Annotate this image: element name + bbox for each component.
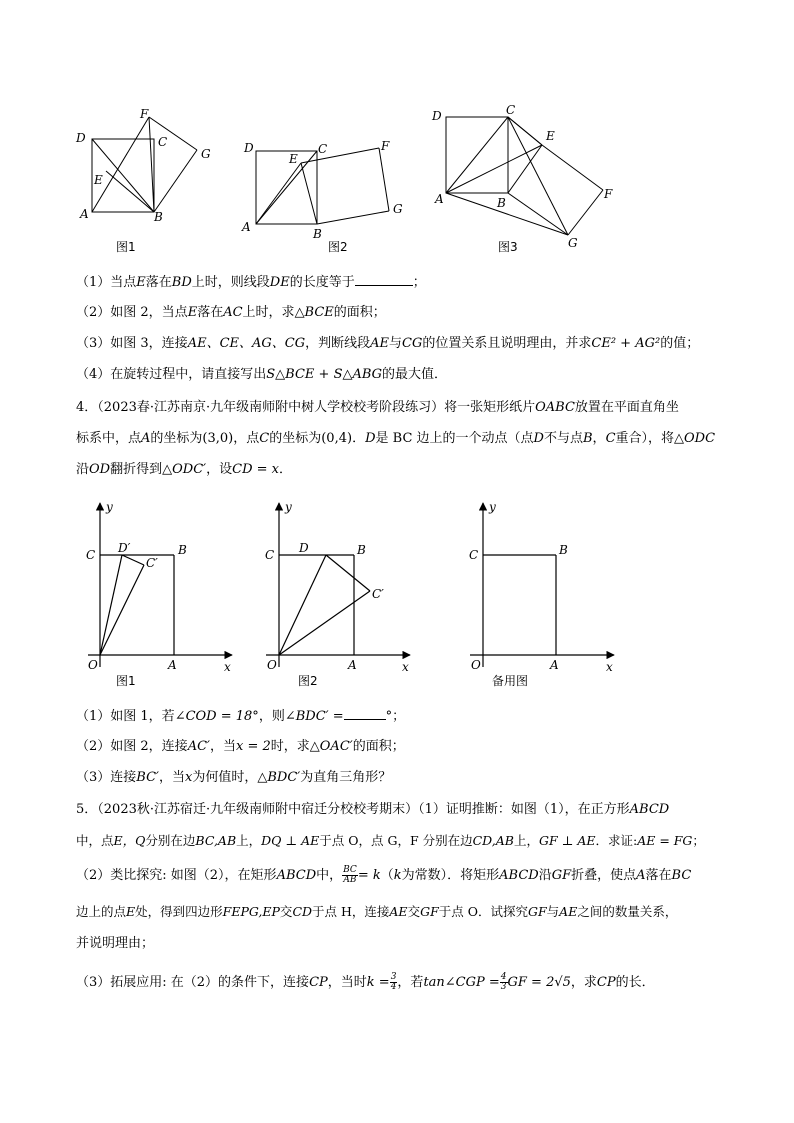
q4f1-O: O xyxy=(88,658,98,672)
q4-fig1-caption: 图1 xyxy=(116,674,136,688)
q4-figure-1-labels xyxy=(86,500,231,688)
q3-figure-2 xyxy=(256,148,389,224)
fig3-caption: 图3 xyxy=(498,240,518,254)
fraction-three-quarters: $\frac{3}{4}$ xyxy=(390,972,397,992)
fraction-bc-ab: $\frac{BC}{AB}$ xyxy=(343,865,357,885)
q4f2-O: O xyxy=(267,658,277,672)
fig1-caption: 图1 xyxy=(116,240,136,254)
fig3-label-G: G xyxy=(568,236,578,250)
answer-blank[interactable] xyxy=(344,706,386,720)
fig3-label-C: C xyxy=(506,103,516,117)
q4-part-3: （3）连接BC′，当x为何值时，△BDC′为直角三角形？ xyxy=(76,770,392,785)
fig2-label-C: C xyxy=(318,142,328,156)
q5-line-3: （2）类比探究: 如图（2），在矩形ABCD中， $\frac{BC}{AB}$ = k（k为常数）．将矩形ABCD沿GF折叠，使点A落在BC xyxy=(76,865,692,885)
q4-figure-3-labels xyxy=(469,500,613,688)
q4-figure-2-labels xyxy=(265,500,409,688)
q4f1-Cp: C′ xyxy=(146,556,158,570)
q4f2-B: B xyxy=(357,543,366,557)
q4f2-D: D xyxy=(299,541,309,555)
q3-part-2: （2）如图 2，当点E落在AC上时，求△BCE的面积； xyxy=(76,305,386,320)
q4f2-A: A xyxy=(348,658,357,672)
q4f1-y: y xyxy=(106,500,113,514)
q4f3-B: B xyxy=(559,543,568,557)
fig1-label-D: D xyxy=(76,131,86,145)
fig2-label-F: F xyxy=(381,139,390,153)
fig3-label-F: F xyxy=(604,187,613,201)
q3-figure-3 xyxy=(446,117,603,235)
fig1-label-G: G xyxy=(201,147,211,161)
q4f1-Dp: D′ xyxy=(118,541,131,555)
q4f3-x: x xyxy=(606,660,613,674)
q4-fig2-caption: 图2 xyxy=(298,674,318,688)
q5-line-1: 5．（2023秋·江苏宿迁·九年级南师附中宿迁分校校考期末）（1）证明推断：如图（1），在正方形ABCD xyxy=(76,802,670,817)
fig2-caption: 图2 xyxy=(328,240,348,254)
q4f3-C: C xyxy=(469,548,479,562)
fig1-label-A: A xyxy=(80,207,89,221)
q5-line-2: 中，点E，Q分别在边BC,AB上，DQ ⊥ AE于点 O，点 G，F 分别在边CD,AB上，GF ⊥ AE．求证:AE = FG； xyxy=(76,833,705,848)
q3-figure-2-labels xyxy=(241,139,403,254)
q4-figures xyxy=(0,495,794,695)
q4f3-A: A xyxy=(550,658,559,672)
fig1-label-C: C xyxy=(158,135,168,149)
fig1-label-E: E xyxy=(94,173,103,187)
q3-figure-1-labels xyxy=(75,107,211,254)
q3-part-1: （1）当点E落在BD上时，则线段DE的长度等于 ； xyxy=(76,272,736,292)
fig2-label-A: A xyxy=(242,220,251,234)
q4f2-x: x xyxy=(402,660,409,674)
q4f1-A: A xyxy=(168,658,177,672)
q5-line-4: 边上的点E处，得到四边形FEPG,EP交CD于点 H，连接AE交GF于点 O．试探究GF与AE之间的数量关系， xyxy=(76,904,678,919)
q5-line-6: （3）拓展应用: 在（2）的条件下，连接CP，当时k = $\frac{3}{4}$ ，若tan∠CGP = $\frac{4}{3}$ GF = 2√5，求CP的长． xyxy=(76,972,655,992)
fig3-label-D: D xyxy=(432,109,442,123)
fraction-four-thirds: $\frac{4}{3}$ xyxy=(500,972,507,992)
q4-line-2: 标系中，点A的坐标为(3,0)，点C的坐标为(0,4)．D是 BC 边上的一个动点（点D不与点B，C重合），将△ODC xyxy=(76,431,716,446)
q4f1-x: x xyxy=(224,660,231,674)
q4-line-3: 沿OD翻折得到△ODC′，设CD = x． xyxy=(76,462,292,477)
q4-part-2: （2）如图 2，连接AC′，当x = 2时，求△OAC′的面积； xyxy=(76,739,405,754)
fig3-label-A: A xyxy=(435,192,444,206)
fig2-label-E: E xyxy=(289,152,298,166)
q4-part-1: （1）如图 1，若∠COD = 18°，则∠BDC′ = °； xyxy=(76,706,736,726)
q3-figure-1 xyxy=(92,117,197,212)
fig2-label-B: B xyxy=(313,227,322,241)
q4f2-Cp: C′ xyxy=(372,587,384,601)
fig1-label-F: F xyxy=(140,107,149,121)
q4f3-O: O xyxy=(471,658,481,672)
q4-line-1: 4．（2023春·江苏南京·九年级南师附中树人学校校考阶段练习）将一张矩形纸片OABC放置在平面直角坐 xyxy=(76,400,679,415)
q3-part-4: （4）在旋转过程中，请直接写出S△BCE + S△ABG的最大值． xyxy=(76,367,448,382)
q4-figure-2 xyxy=(266,503,410,667)
q4-figure-3 xyxy=(470,503,614,667)
q4-fig3-caption: 备用图 xyxy=(492,674,529,688)
q3-figures xyxy=(0,0,794,270)
fig3-label-E: E xyxy=(546,129,555,143)
q4-figure-1 xyxy=(88,503,232,667)
answer-blank[interactable] xyxy=(355,272,413,286)
q4f1-C: C xyxy=(86,548,96,562)
q3-part-3: （3）如图 3，连接AE、CE、AG、CG，判断线段AE与CG的位置关系且说明理由，并求CE² + AG²的值； xyxy=(76,336,700,351)
fig2-label-D: D xyxy=(244,141,254,155)
fig2-label-G: G xyxy=(393,202,403,216)
q5-line-5: 并说明理由； xyxy=(76,936,155,951)
q4f2-C: C xyxy=(265,548,275,562)
q4f2-y: y xyxy=(285,500,292,514)
q4f3-y: y xyxy=(489,500,496,514)
fig3-label-B: B xyxy=(497,196,506,210)
q4f1-B: B xyxy=(178,543,187,557)
fig1-label-B: B xyxy=(154,210,163,224)
